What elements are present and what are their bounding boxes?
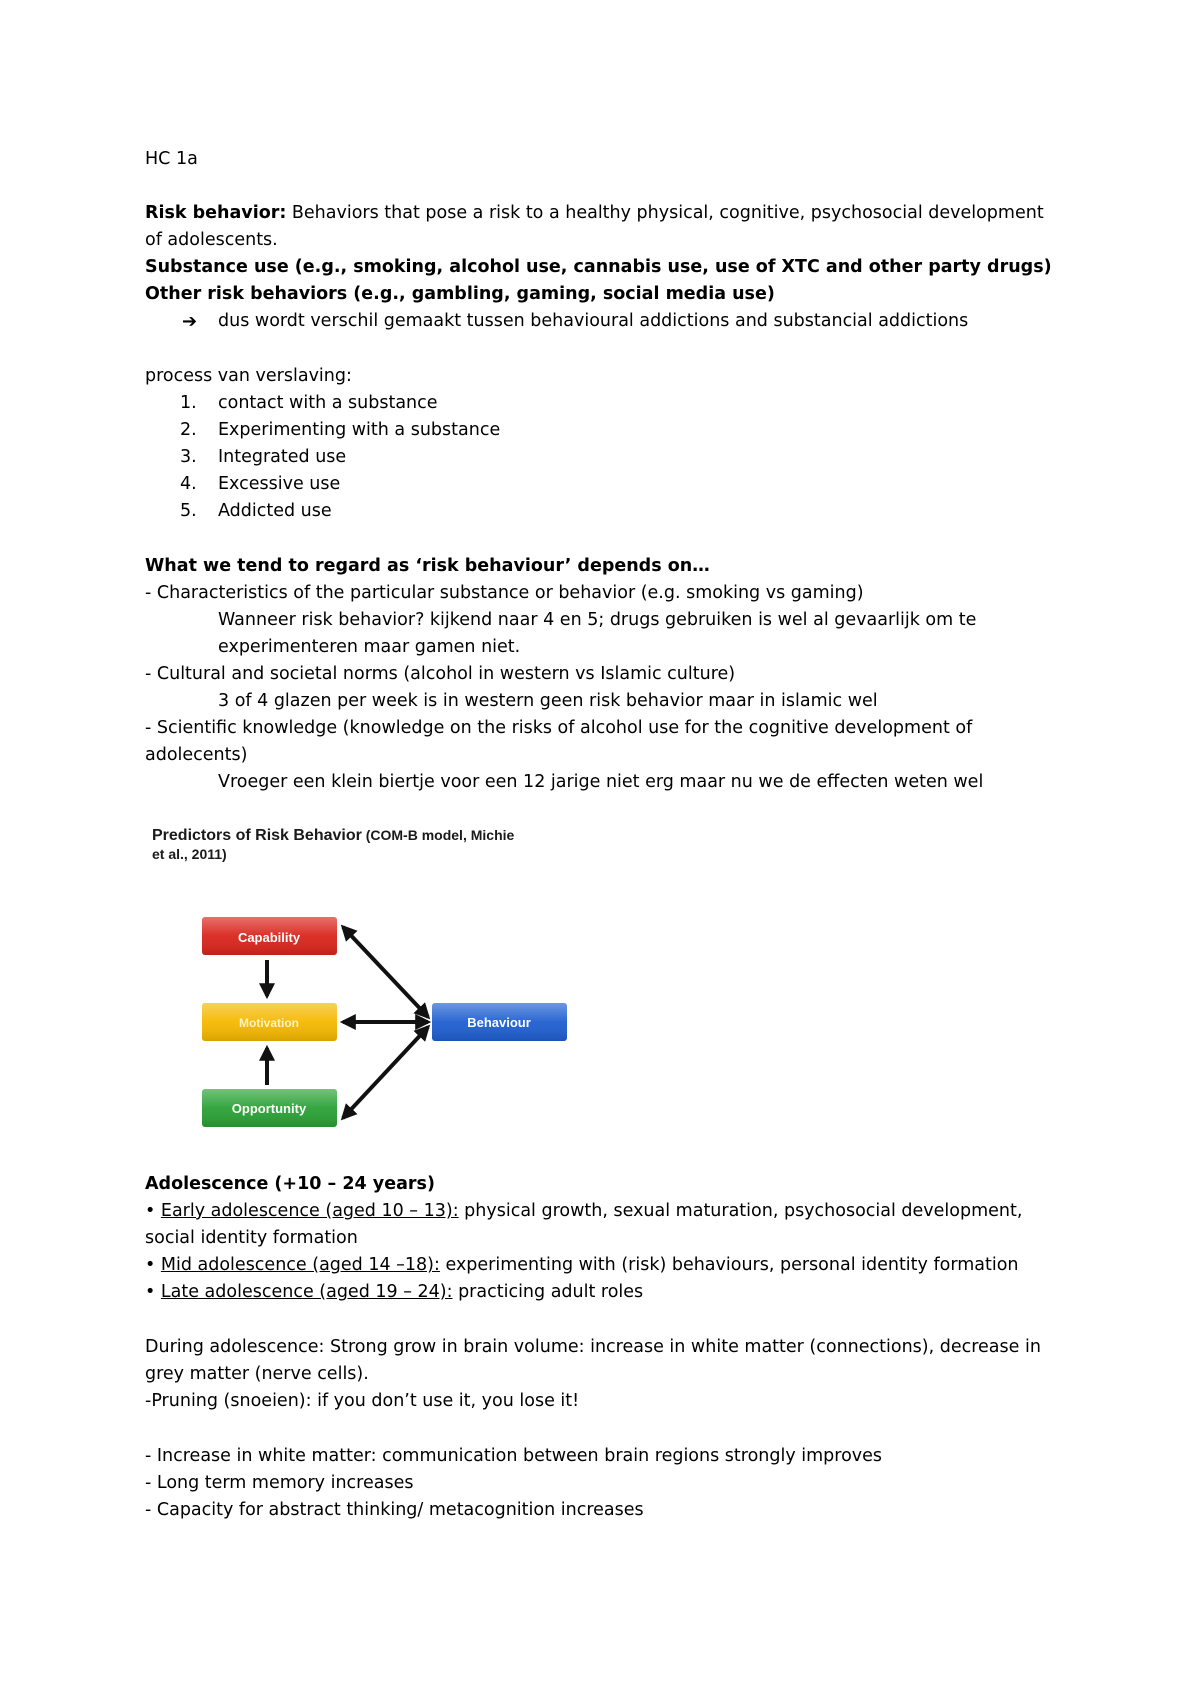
figure-title-main: Predictors of Risk Behavior <box>152 827 362 844</box>
document-title: HC 1a <box>145 149 198 169</box>
brain-item: - Increase in white matter: communication between brain regions strongly improves <box>145 1446 883 1466</box>
step-number: 1. <box>180 393 197 413</box>
adolescence-early <box>145 1198 1022 1225</box>
substance-use-line <box>145 254 1052 281</box>
risk-behavior-text: Behaviors that pose a risk to a healthy physical, cognitive, psychosocial development <box>286 203 1044 223</box>
other-risk-label: Other risk behaviors <box>145 284 348 304</box>
mid-text: experimenting with (risk) behaviours, personal identity formation <box>439 1255 1019 1275</box>
risk-behavior-definition <box>145 200 1044 227</box>
arrow-behaviour-capability <box>343 927 428 1017</box>
depends-item: - Scientific knowledge (knowledge on the risks of alcohol use for the cognitive development of <box>145 718 973 738</box>
motivation-label: Motivation <box>239 1016 299 1030</box>
brain-item: - Capacity for abstract thinking/ metacognition increases <box>145 1500 644 1520</box>
capability-box <box>202 917 337 955</box>
mid-label: Mid adolescence (aged 14 –18): <box>160 1255 440 1275</box>
process-heading: process van verslaving: <box>145 366 352 386</box>
process-step: Experimenting with a substance <box>218 420 501 440</box>
opportunity-box <box>202 1089 337 1127</box>
behaviour-label: Behaviour <box>467 1015 531 1030</box>
arrow-behaviour-opportunity <box>343 1027 428 1118</box>
depends-item: - Characteristics of the particular substance or behavior (e.g. smoking vs gaming) <box>145 583 864 603</box>
figure-title <box>152 826 514 864</box>
step-number: 2. <box>180 420 197 440</box>
other-risk-line <box>145 281 775 308</box>
risk-behavior-text-cont: of adolescents. <box>145 230 278 250</box>
depends-note: experimenteren maar gamen niet. <box>218 637 521 657</box>
behaviour-box <box>432 1003 567 1041</box>
brain-text: During adolescence: Strong grow in brain volume: increase in white matter (connections), decrease in <box>145 1337 1041 1357</box>
depends-note: 3 of 4 glazen per week is in western geen risk behavior maar in islamic wel <box>218 691 878 711</box>
depends-heading: What we tend to regard as ‘risk behaviour’ depends on… <box>145 556 710 576</box>
adolescence-mid <box>145 1252 1019 1279</box>
process-step: Excessive use <box>218 474 341 494</box>
figure-title-citation-cont: et al., 2011) <box>152 846 227 862</box>
capability-label: Capability <box>237 930 301 945</box>
com-b-diagram <box>190 905 580 1135</box>
late-label: Late adolescence (aged 19 – 24): <box>160 1282 453 1302</box>
depends-note: Vroeger een klein biertje voor een 12 jarige niet erg maar nu we de effecten weten wel <box>218 772 984 792</box>
depends-item-cont: adolecents) <box>145 745 248 765</box>
adolescence-late <box>145 1279 643 1306</box>
arrow-note: dus wordt verschil gemaakt tussen behavioural addictions and substancial addictions <box>218 311 969 331</box>
process-step: Integrated use <box>218 447 347 467</box>
opportunity-label: Opportunity <box>231 1101 307 1116</box>
risk-behavior-label: Risk behavior: <box>145 203 287 223</box>
early-label: Early adolescence (aged 10 – 13): <box>160 1201 459 1221</box>
step-number: 5. <box>180 501 197 521</box>
late-text: practicing adult roles <box>452 1282 644 1302</box>
substance-use-label: Substance use <box>145 257 289 277</box>
bullet: • <box>145 1255 161 1275</box>
adolescence-early-cont: social identity formation <box>145 1228 358 1248</box>
substance-use-text: (e.g., smoking, alcohol use, cannabis use, use of XTC and other party drugs) <box>288 257 1052 277</box>
other-risk-text: (e.g., gambling, gaming, social media use) <box>347 284 775 304</box>
brain-pruning: -Pruning (snoeien): if you don’t use it, you lose it! <box>145 1391 580 1411</box>
depends-item: - Cultural and societal norms (alcohol in western vs Islamic culture) <box>145 664 736 684</box>
arrow-icon: ➔ <box>182 311 198 332</box>
adolescence-heading: Adolescence (+10 – 24 years) <box>145 1174 435 1194</box>
motivation-box <box>202 1003 337 1041</box>
bullet: • <box>145 1201 161 1221</box>
bullet: • <box>145 1282 161 1302</box>
step-number: 4. <box>180 474 197 494</box>
brain-text: grey matter (nerve cells). <box>145 1364 369 1384</box>
process-step: contact with a substance <box>218 393 438 413</box>
early-text: physical growth, sexual maturation, psychosocial development, <box>458 1201 1023 1221</box>
brain-item: - Long term memory increases <box>145 1473 414 1493</box>
step-number: 3. <box>180 447 197 467</box>
figure-title-citation: (COM-B model, Michie <box>361 827 515 843</box>
depends-note: Wanneer risk behavior? kijkend naar 4 en 5; drugs gebruiken is wel al gevaarlijk om te <box>218 610 977 630</box>
process-step: Addicted use <box>218 501 332 521</box>
